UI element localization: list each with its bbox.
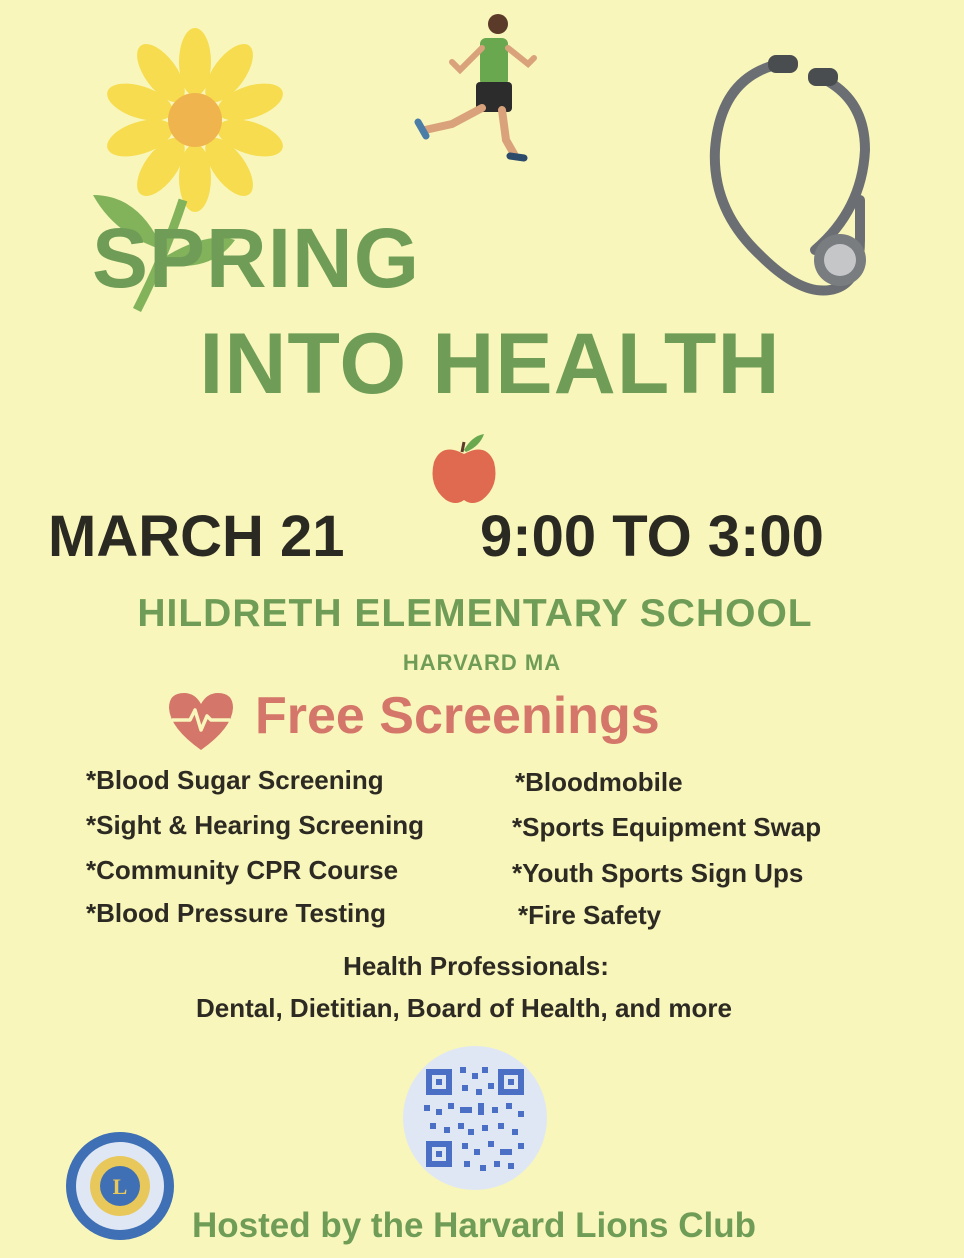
list-item: *Fire Safety [518,900,662,930]
list-item: *Blood Pressure Testing [86,898,387,928]
event-date: MARCH 21 [48,504,345,569]
lions-club-seal-icon [64,1130,176,1242]
list-item: *Sight & Hearing Screening [86,810,425,840]
apple-icon [428,428,500,506]
list-item: *Sports Equipment Swap [512,812,822,842]
event-time: 9:00 TO 3:00 [480,504,824,569]
title-line-2: INTO HEALTH [199,316,781,412]
heart-pulse-icon [166,690,236,752]
svg-text:L: L [112,1174,128,1199]
list-item: *Community CPR Course [86,855,399,885]
list-item: *Blood Sugar Screening [86,765,384,795]
list-item: *Bloodmobile [515,767,683,797]
stethoscope-icon [700,40,890,330]
runner-icon [410,12,540,162]
professionals-list: Dental, Dietitian, Board of Health, and more [196,993,732,1023]
qr-code-icon[interactable] [402,1045,548,1191]
hosted-by: Hosted by the Harvard Lions Club [192,1206,756,1245]
professionals-heading: Health Professionals: [343,951,609,981]
screenings-heading: Free Screenings [255,687,660,745]
school-name: HILDRETH ELEMENTARY SCHOOL [137,592,813,635]
town-name: HARVARD MA [402,650,562,675]
list-item: *Youth Sports Sign Ups [512,858,804,888]
title-line-1: SPRING [92,211,421,305]
